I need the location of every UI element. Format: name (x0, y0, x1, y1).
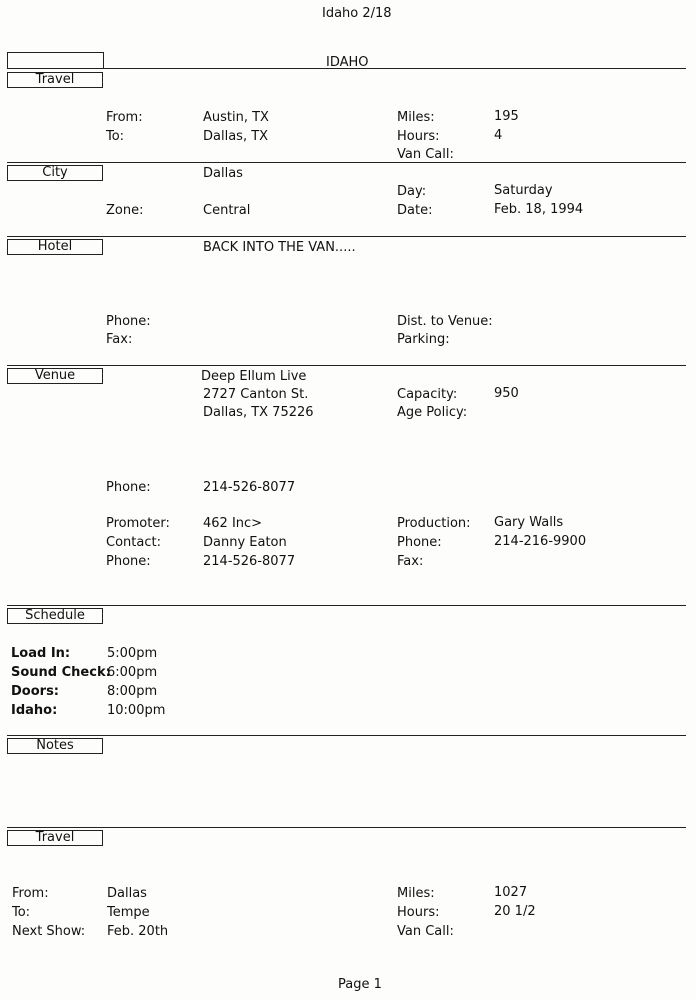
travel-hours-value: 4 (494, 128, 503, 143)
venue-address-line2: Dallas, TX 75226 (203, 405, 314, 420)
venue-capacity-label: Capacity: (397, 387, 458, 402)
section-tab-schedule: Schedule (7, 608, 103, 624)
travel2-from-label: From: (12, 886, 49, 901)
venue-production-phone-label: Phone: (397, 535, 442, 550)
venue-production-phone-value: 214-216-9900 (494, 534, 587, 549)
hotel-fax-label: Fax: (106, 332, 133, 347)
schedule-idaho-label: Idaho: (11, 703, 58, 718)
schedule-idaho-time: 10:00pm (107, 703, 166, 718)
travel-from-label: From: (106, 110, 143, 125)
band-name: IDAHO (326, 55, 369, 70)
travel2-from-value: Dallas (107, 886, 147, 901)
section-tab-travel: Travel (7, 72, 103, 88)
schedule-soundcheck-label: Sound Check: (11, 665, 111, 680)
venue-address-line1: 2727 Canton St. (203, 387, 309, 402)
venue-age-policy-label: Age Policy: (397, 405, 468, 420)
city-zone-label: Zone: (106, 203, 144, 218)
travel2-rule (7, 827, 686, 828)
venue-phone-label: Phone: (106, 480, 151, 495)
schedule-loadin-time: 5:00pm (107, 646, 158, 661)
travel-from-value: Austin, TX (203, 110, 269, 125)
city-date-label: Date: (397, 203, 433, 218)
city-date-value: Feb. 18, 1994 (494, 202, 584, 217)
travel-to-value: Dallas, TX (203, 129, 269, 144)
venue-promoter-label: Promoter: (106, 516, 170, 531)
venue-contact-phone-value: 214-526-8077 (203, 554, 296, 569)
page-header-title: Idaho 2/18 (322, 6, 392, 21)
travel2-miles-label: Miles: (397, 886, 435, 901)
city-rule (7, 162, 686, 163)
section-tab-notes: Notes (7, 738, 103, 754)
venue-contact-value: Danny Eaton (203, 535, 287, 550)
travel-miles-value: 195 (494, 109, 519, 124)
city-day-label: Day: (397, 184, 427, 199)
city-zone-value: Central (203, 203, 251, 218)
page-number: Page 1 (338, 977, 382, 992)
travel-vancall-label: Van Call: (397, 147, 454, 162)
travel2-miles-value: 1027 (494, 885, 528, 900)
venue-name: Deep Ellum Live (201, 369, 307, 384)
travel2-vancall-label: Van Call: (397, 924, 454, 939)
banner-corner-box (7, 52, 104, 68)
section-tab-city: City (7, 165, 103, 181)
travel2-hours-value: 20 1/2 (494, 904, 536, 919)
schedule-doors-time: 8:00pm (107, 684, 158, 699)
venue-production-label: Production: (397, 516, 471, 531)
venue-contact-phone-label: Phone: (106, 554, 151, 569)
travel-to-label: To: (106, 129, 125, 144)
venue-contact-label: Contact: (106, 535, 161, 550)
section-tab-travel-next: Travel (7, 830, 103, 846)
schedule-rule (7, 605, 686, 606)
travel-miles-label: Miles: (397, 110, 435, 125)
hotel-dist-label: Dist. to Venue: (397, 314, 493, 329)
travel2-to-label: To: (12, 905, 31, 920)
section-tab-hotel: Hotel (7, 239, 103, 255)
hotel-phone-label: Phone: (106, 314, 151, 329)
city-day-value: Saturday (494, 183, 553, 198)
venue-rule (7, 365, 686, 366)
travel2-nextshow-label: Next Show: (12, 924, 86, 939)
schedule-doors-label: Doors: (11, 684, 60, 699)
venue-promoter-value: 462 Inc> (203, 516, 263, 531)
hotel-parking-label: Parking: (397, 332, 450, 347)
hotel-rule (7, 236, 686, 237)
city-name: Dallas (203, 166, 243, 181)
venue-production-value: Gary Walls (494, 515, 564, 530)
section-tab-venue: Venue (7, 368, 103, 384)
schedule-loadin-label: Load In: (11, 646, 71, 661)
travel-hours-label: Hours: (397, 129, 440, 144)
travel2-nextshow-value: Feb. 20th (107, 924, 169, 939)
schedule-soundcheck-time: 6:00pm (107, 665, 158, 680)
venue-capacity-value: 950 (494, 386, 519, 401)
venue-fax-label: Fax: (397, 554, 424, 569)
travel2-hours-label: Hours: (397, 905, 440, 920)
notes-rule (7, 735, 686, 736)
travel2-to-value: Tempe (107, 905, 150, 920)
hotel-name: BACK INTO THE VAN..... (203, 240, 356, 255)
venue-phone-value: 214-526-8077 (203, 480, 296, 495)
